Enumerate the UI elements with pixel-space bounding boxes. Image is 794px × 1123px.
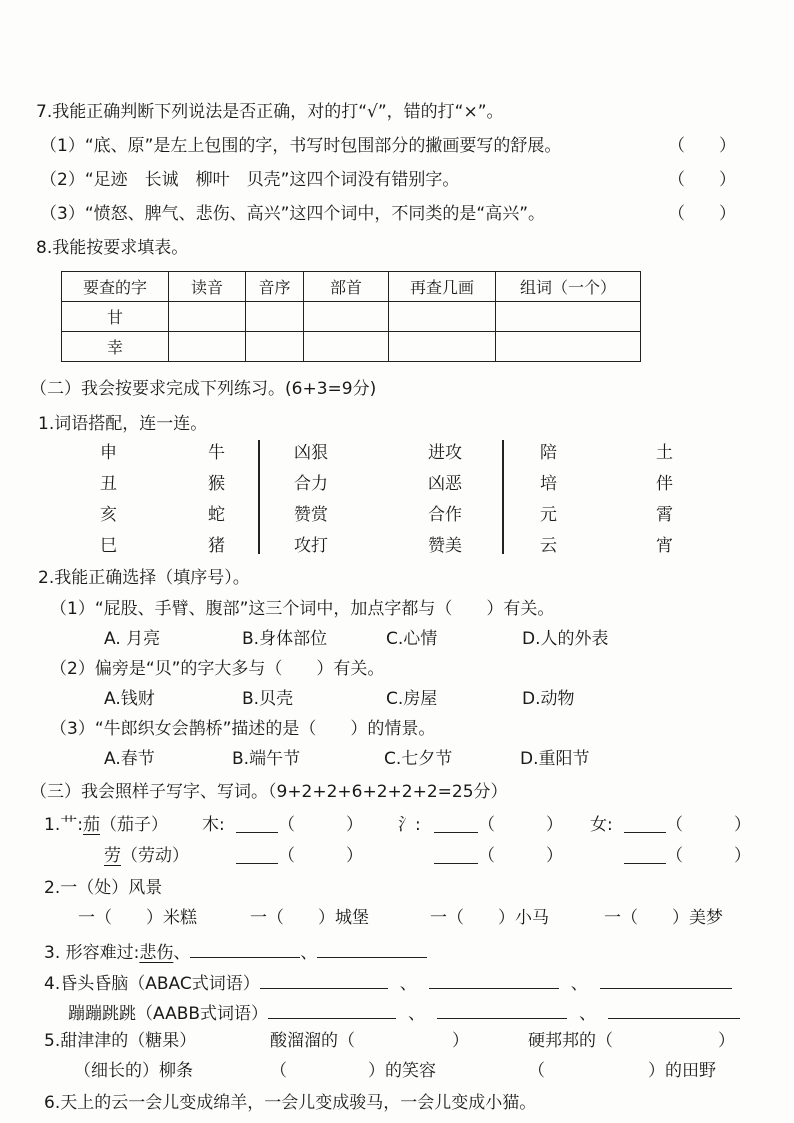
sec3-q1-row1 [44, 814, 168, 836]
match-item[interactable]: 霄 [656, 505, 673, 525]
q8-cell[interactable] [246, 302, 304, 332]
match-item[interactable]: 云 [540, 536, 557, 556]
match-item[interactable]: 元 [540, 505, 557, 525]
write-blank[interactable] [624, 814, 666, 833]
choice-question-2: （2）偏旁是“贝”的字大多与（ ）有关。 [50, 659, 385, 679]
choice-option[interactable]: C.心情 [386, 629, 438, 649]
write-blank[interactable] [317, 939, 427, 958]
choice-question-1: （1）“屁股、手臂、腹部”这三个词中，加点字都与（ ）有关。 [50, 599, 555, 619]
radical-cao: 艹: [60, 815, 83, 835]
q7-item-3: （3）“愤怒、脾气、悲伤、高兴”这四个词中，不同类的是“高兴”。 [40, 204, 546, 224]
sec2-q2-title: 2.我能正确选择（填序号）。 [38, 568, 250, 588]
q8-cell[interactable] [496, 302, 641, 332]
write-blank[interactable] [268, 1000, 396, 1019]
sec3-q3-label: 3. 形容难过: [44, 943, 140, 963]
sec2-title: （二）我会按要求完成下列练习。(6+3=9分) [30, 379, 377, 399]
measure-item[interactable]: 一（ ）城堡 [250, 908, 369, 928]
sec3-q4-line1 [44, 970, 732, 995]
write-blank[interactable] [236, 814, 278, 833]
write-blank[interactable] [260, 970, 388, 989]
match-item[interactable]: 蛇 [208, 505, 225, 525]
sec3-q5-a: 5.甜津津的（糖果） [44, 1031, 197, 1051]
match-item[interactable]: 陪 [540, 443, 557, 463]
example-char-lao: 劳 [104, 846, 121, 866]
match-item[interactable]: 土 [656, 443, 673, 463]
q8-cell[interactable] [169, 302, 246, 332]
match-g2-right [428, 442, 462, 566]
q8-header: 部首 [304, 272, 389, 302]
match-item[interactable]: 猪 [208, 536, 225, 556]
match-item[interactable]: 丑 [100, 474, 117, 494]
q8-cell[interactable] [389, 332, 496, 362]
sec3-q5-c-close: ） [718, 1031, 735, 1051]
q7-item-2-paren[interactable]: （ ） [668, 170, 736, 190]
sec3-q4-prompt1: 4.昏头昏脑（ABAC式词语） [44, 974, 260, 994]
radical-nv: 女: [590, 815, 613, 835]
q8-cell[interactable] [304, 302, 389, 332]
write-blank[interactable] [434, 814, 478, 833]
sec3-q5-b[interactable]: 酸溜溜的（ [270, 1031, 355, 1051]
match-item[interactable]: 凶狠 [294, 443, 328, 463]
sec3-title: （三）我会照样子写字、写词。（9+2+2+6+2+2+2=25分） [30, 782, 508, 802]
sep: 、 [300, 943, 318, 963]
q8-title: 8.我能按要求填表。 [36, 238, 189, 258]
q8-cell[interactable] [304, 332, 389, 362]
write-blank[interactable] [429, 970, 559, 989]
q8-row [62, 302, 641, 332]
paren-blank[interactable]: （ ） [278, 846, 363, 866]
match-item[interactable]: 伴 [656, 474, 673, 494]
match-item[interactable]: 培 [540, 474, 557, 494]
paren-blank[interactable]: （ ） [278, 815, 363, 835]
sec3-q6: 6.天上的云一会儿变成绵羊，一会儿变成骏马，一会儿变成小猫。 [44, 1093, 537, 1113]
sec3-q2-title: 2.一（处）风景 [44, 878, 163, 898]
q8-header: 音序 [246, 272, 304, 302]
choice-option[interactable]: B.端午节 [232, 749, 301, 769]
sec3-q5-b-close: ） [452, 1031, 469, 1051]
q8-header: 要查的字 [62, 272, 169, 302]
match-item[interactable]: 凶恶 [428, 474, 462, 494]
q7-item-1: （1）“底、原”是左上包围的字，书写时包围部分的撇画要写的舒展。 [40, 136, 562, 156]
sec3-q3-example: 悲伤 [139, 943, 174, 963]
sec3-q5-e-open[interactable]: （ [270, 1061, 287, 1081]
sec3-q5-f: ）的田野 [648, 1061, 716, 1081]
paren-blank[interactable]: （ ） [666, 815, 751, 835]
match-item[interactable]: 进攻 [428, 443, 462, 463]
match-g1-right [208, 442, 225, 566]
choice-option[interactable]: C.七夕节 [384, 749, 453, 769]
q8-header: 读音 [169, 272, 246, 302]
sec2-q1-title: 1.词语搭配，连一连。 [38, 414, 208, 434]
sec3-q1-row2 [104, 845, 189, 867]
q7-item-1-paren[interactable]: （ ） [668, 136, 736, 156]
choice-question-3: （3）“牛郎织女会鹊桥”描述的是（ ）的情景。 [50, 719, 436, 739]
measure-item[interactable]: 一（ ）美梦 [604, 908, 723, 928]
match-item[interactable]: 赞美 [428, 536, 462, 556]
choice-option[interactable]: A.钱财 [104, 689, 155, 709]
match-item[interactable]: 猴 [208, 474, 225, 494]
choice-option[interactable]: A.春节 [104, 749, 155, 769]
match-item[interactable]: 合作 [428, 505, 462, 525]
sec3-q3 [44, 939, 427, 964]
match-g2-left [294, 442, 328, 566]
sec3-q1-prefix: 1. [44, 815, 61, 835]
choice-option[interactable]: D.动物 [522, 689, 575, 709]
q8-cell[interactable] [169, 332, 246, 362]
choice-option[interactable]: A. 月亮 [104, 629, 161, 649]
measure-item[interactable]: 一（ ）小马 [430, 908, 549, 928]
q7-item-2: （2）“足迹 长诚 柳叶 贝壳”这四个词没有错别字。 [40, 170, 460, 190]
match-divider [258, 440, 260, 554]
match-item[interactable]: 赞赏 [294, 505, 328, 525]
q8-cell-char: 甘 [62, 302, 169, 332]
match-item[interactable]: 申 [100, 443, 117, 463]
choice-option[interactable]: D.人的外表 [522, 629, 609, 649]
sep: 、 [399, 974, 417, 994]
q8-table [61, 271, 641, 362]
sep: 、 [570, 974, 588, 994]
sec3-q5-f-open[interactable]: （ [528, 1061, 545, 1081]
q8-cell[interactable] [246, 332, 304, 362]
match-g3-left [540, 442, 557, 566]
example-char-qie: 茄 [82, 815, 100, 835]
q8-header: 再查几画 [389, 272, 496, 302]
q8-cell-char: 幸 [62, 332, 169, 362]
choice-option[interactable]: D.重阳节 [520, 749, 590, 769]
radical-shui: 氵: [398, 815, 421, 835]
paren-blank[interactable]: （ ） [478, 846, 563, 866]
write-blank[interactable] [190, 939, 300, 958]
q8-header-row [62, 272, 641, 302]
sec3-q5-d: （细长的）柳条 [74, 1061, 193, 1081]
write-blank[interactable] [608, 1000, 740, 1019]
q8-cell[interactable] [496, 332, 641, 362]
sep: 、 [579, 1004, 597, 1024]
match-item[interactable]: 合力 [294, 474, 328, 494]
match-g1-left [100, 442, 117, 566]
write-blank[interactable] [624, 845, 666, 864]
match-g3-right [656, 442, 673, 566]
example-word-laodong: （劳动） [121, 846, 189, 866]
paren-blank[interactable]: （ ） [478, 815, 563, 835]
choice-option[interactable]: C.房屋 [386, 689, 438, 709]
radical-mu: 木: [202, 815, 225, 835]
q8-row [62, 332, 641, 362]
measure-item[interactable]: 一（ ）米糕 [78, 908, 197, 928]
choice-option[interactable]: B.身体部位 [242, 629, 328, 649]
choice-option[interactable]: B.贝壳 [242, 689, 294, 709]
sec3-q4-line2 [68, 1000, 740, 1025]
paren-blank[interactable]: （ ） [666, 846, 751, 866]
write-blank[interactable] [434, 845, 478, 864]
sep: 、 [408, 1004, 426, 1024]
q8-cell[interactable] [389, 302, 496, 332]
sec3-q4-prompt2: 蹦蹦跳跳（AABB式词语） [68, 1004, 269, 1024]
sec3-q5-c[interactable]: 硬邦邦的（ [528, 1031, 613, 1051]
match-divider [502, 440, 504, 554]
write-blank[interactable] [600, 970, 732, 989]
q7-item-3-paren[interactable]: （ ） [668, 204, 736, 224]
match-item[interactable]: 宵 [656, 536, 673, 556]
match-item[interactable]: 巳 [100, 536, 117, 556]
match-item[interactable]: 攻打 [294, 536, 328, 556]
write-blank[interactable] [437, 1000, 567, 1019]
q7-title: 7.我能正确判断下列说法是否正确，对的打“√”，错的打“×”。 [36, 102, 504, 122]
sep: 、 [173, 943, 191, 963]
match-item[interactable]: 牛 [208, 443, 225, 463]
match-item[interactable]: 亥 [100, 505, 117, 525]
sec3-q5-e: ）的笑容 [368, 1061, 436, 1081]
write-blank[interactable] [236, 845, 278, 864]
q8-header: 组词（一个） [496, 272, 641, 302]
example-word-qiezi: （茄子） [99, 815, 168, 835]
